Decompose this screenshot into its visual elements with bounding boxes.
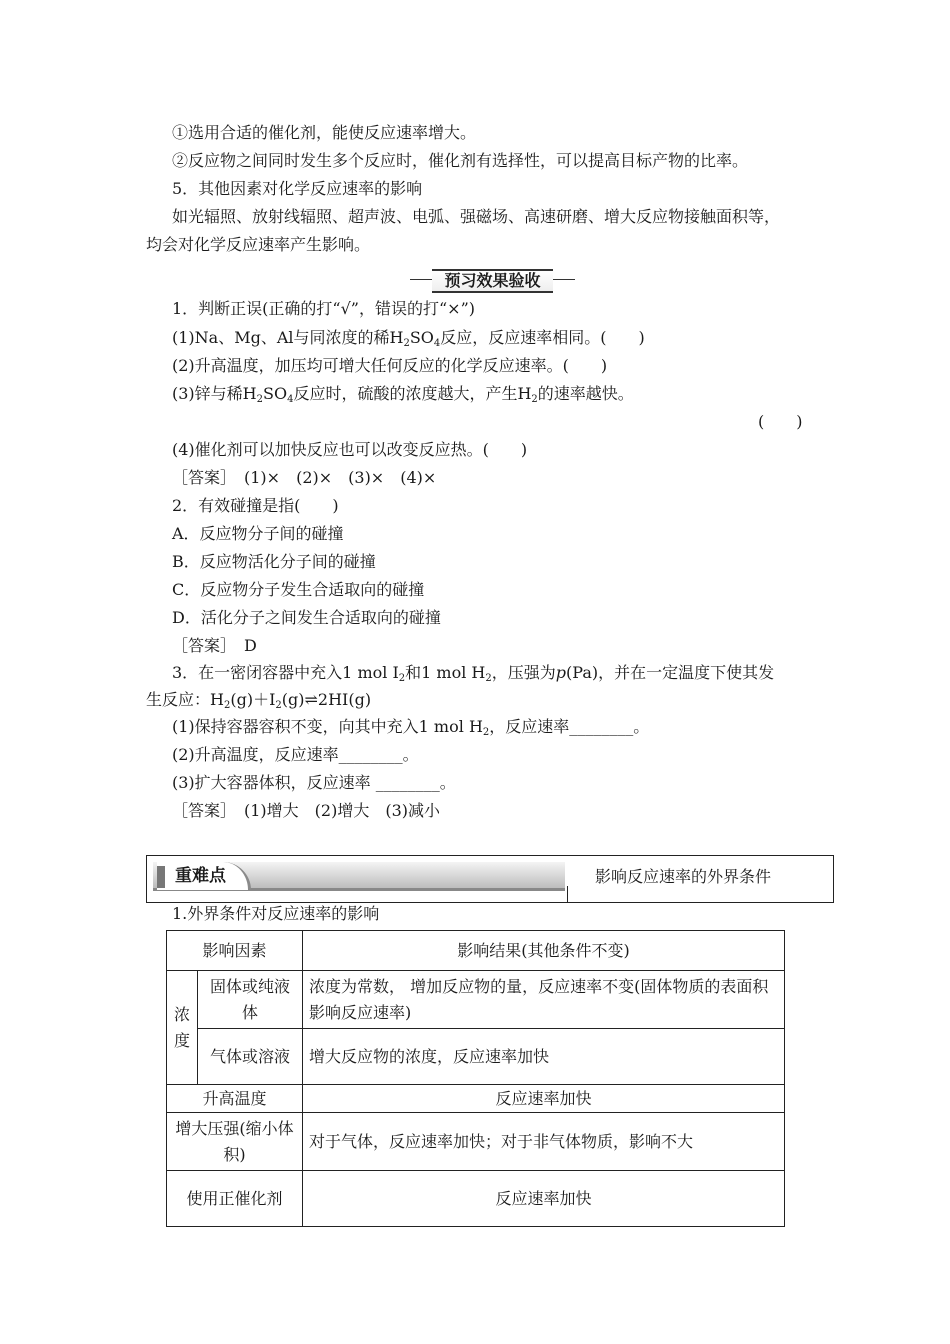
section-banner: [410, 268, 575, 292]
table-subheading: 1.外界条件对反应速率的影响: [172, 904, 380, 923]
table-row-factor: 升高温度: [167, 1085, 303, 1113]
table-header-result: 影响结果(其他条件不变): [303, 931, 785, 971]
table-row: [167, 1029, 785, 1085]
table-row: [167, 971, 785, 1029]
q1-item-3: (3)锌与稀$H_2SO_4$反应时，硫酸的浓度越大，产生$H_2$的速率越快。: [172, 384, 634, 405]
q2-option-b: B．反应物活化分子间的碰撞: [172, 552, 376, 571]
paragraph-other-factors-2: 均会对化学反应速率产生影响。: [146, 235, 371, 254]
section-banner-label: 预习效果验收: [432, 269, 553, 293]
key-section-tab-label: 重难点: [157, 862, 251, 890]
q2-answer: ［答案］ D: [172, 636, 257, 655]
table-header-row: [167, 931, 785, 971]
q2-option-d: D．活化分子之间发生合适取向的碰撞: [172, 608, 441, 627]
q1-stem: 1．判断正误(正确的打“√”，错误的打“×”): [172, 299, 475, 318]
key-section-tab: [153, 862, 565, 891]
key-section-title: 影响反应速率的外界条件: [595, 867, 772, 886]
paragraph-heading-5: 5．其他因素对化学反应速率的影响: [172, 179, 423, 198]
table-row-result: 反应速率加快: [303, 1085, 785, 1113]
table-row-result: 对于气体，反应速率加快；对于非气体物质，影响不大: [303, 1113, 785, 1171]
q3-stem-line2: 生反应：$H_2(g)+I_2(g)\rightleftharpoons 2HI(g)$: [146, 690, 372, 711]
q3-stem-line1: 3．在一密闭容器中充入1 mol $I_2$和1 mol $H_2$，压强为p(Pa)，并在一定温度下使其发: [172, 663, 775, 684]
q1-item-3-blank: ( ): [758, 412, 803, 431]
q3-sub-2: (2)升高温度，反应速率________。: [172, 745, 419, 764]
table-row: [167, 1171, 785, 1227]
table-row-result: 反应速率加快: [303, 1171, 785, 1227]
q1-item-1: (1)Na、Mg、Al与同浓度的稀$H_2SO_4$反应，反应速率相同。( ): [172, 328, 645, 349]
q1-answer: ［答案］ (1)× (2)× (3)× (4)×: [172, 468, 437, 487]
q2-option-a: A．反应物分子间的碰撞: [172, 524, 344, 543]
reversible-arrow-icon: ⇌: [304, 690, 318, 709]
concentration-label: 浓度: [167, 971, 198, 1085]
paragraph-other-factors-1: 如光辐照、放射线辐照、超声波、电弧、强磁场、高速研磨、增大反应物接触面积等，: [172, 207, 781, 226]
paragraph-catalyst-1: ①选用合适的催化剂，能使反应速率增大。: [172, 123, 477, 142]
q3-sub-3: (3)扩大容器体积，反应速率 ________。: [172, 773, 456, 792]
table-header-factor: 影响因素: [167, 931, 303, 971]
q2-option-c: C．反应物分子发生合适取向的碰撞: [172, 580, 425, 599]
table-row-result: 增大反应物的浓度，反应速率加快: [303, 1029, 785, 1085]
paragraph-catalyst-2: ②反应物之间同时发生多个反应时，催化剂有选择性，可以提高目标产物的比率。: [172, 151, 749, 170]
q3-sub-1: (1)保持容器容积不变，向其中充入1 mol $H_2$，反应速率________。: [172, 717, 650, 738]
q3-answer: ［答案］ (1)增大 (2)增大 (3)减小: [172, 801, 440, 820]
table-row-factor: 固体或纯液体: [198, 971, 303, 1029]
key-section-header: [146, 855, 834, 903]
table-row: [167, 1113, 785, 1171]
q2-stem: 2．有效碰撞是指( ): [172, 496, 339, 515]
table-row-result: 浓度为常数， 增加反应物的量，反应速率不变(固体物质的表面积影响反应速率): [303, 971, 785, 1029]
q1-item-2: (2)升高温度，加压均可增大任何反应的化学反应速率。( ): [172, 356, 608, 375]
factors-table: [166, 930, 785, 1227]
table-row-factor: 气体或溶液: [198, 1029, 303, 1085]
q1-item-4: (4)催化剂可以加快反应也可以改变反应热。( ): [172, 440, 528, 459]
table-row-factor: 增大压强(缩小体积): [167, 1113, 303, 1171]
table-row: [167, 1085, 785, 1113]
table-row-factor: 使用正催化剂: [167, 1171, 303, 1227]
